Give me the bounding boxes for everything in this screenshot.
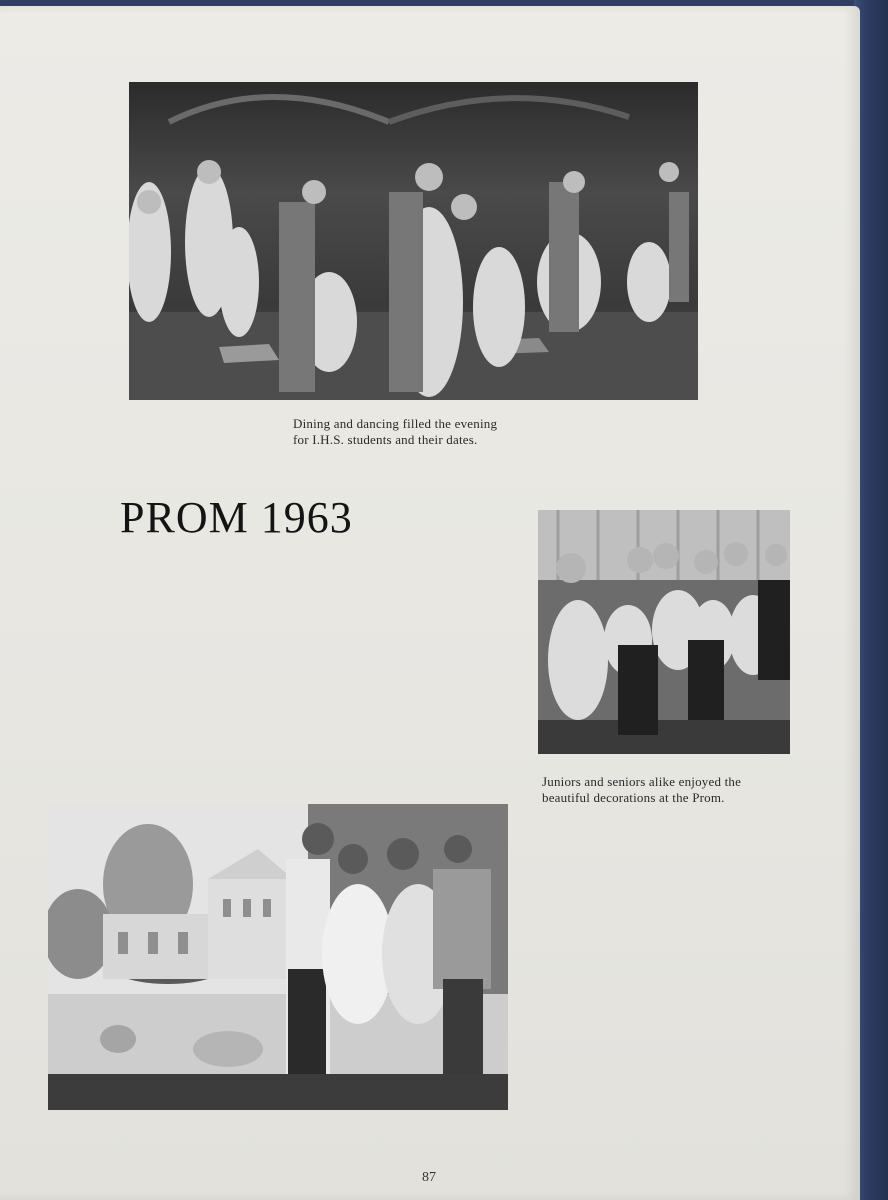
yearbook-page	[0, 6, 860, 1200]
caption-line: for I.H.S. students and their dates.	[293, 432, 478, 447]
caption-line: beautiful decorations at the Prom.	[542, 790, 725, 805]
dance-floor-caption	[293, 416, 497, 448]
dance-floor-photo	[129, 82, 698, 400]
couples-mural-photo	[48, 804, 508, 1110]
caption-line: Juniors and seniors alike enjoyed the	[542, 774, 742, 789]
caption-line: Dining and dancing filled the evening	[293, 416, 498, 431]
seated-couples-caption	[542, 774, 741, 806]
page-number: 87	[422, 1170, 436, 1185]
seated-couples-photo	[538, 510, 790, 754]
page-title: PROM 1963	[120, 493, 353, 542]
